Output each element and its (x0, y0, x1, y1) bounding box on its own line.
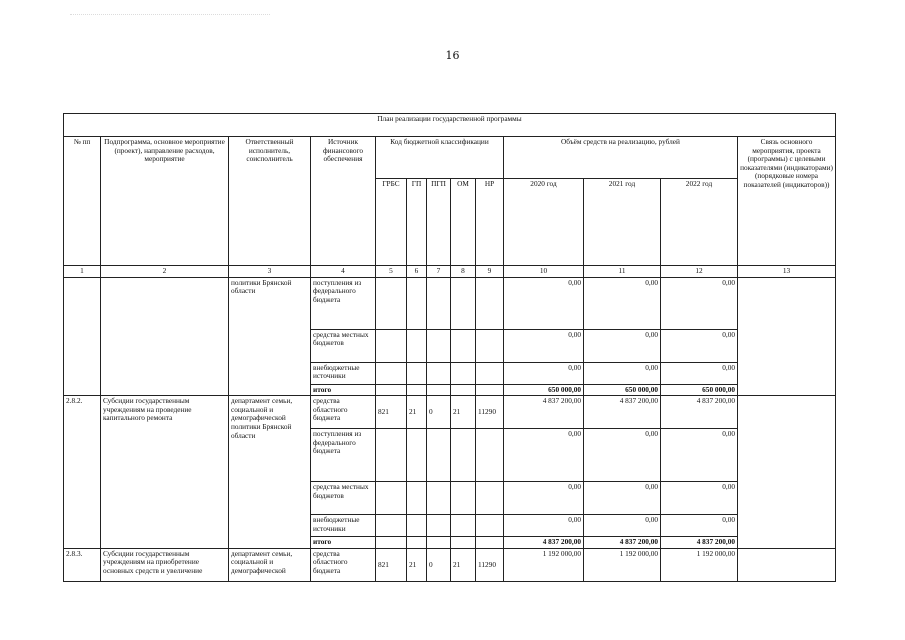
cell-2022: 4 837 200,00 (661, 396, 738, 429)
cell-2021: 0,00 (584, 329, 661, 362)
cell-np: 11290 (476, 396, 504, 429)
cell-source-total: итого (311, 537, 376, 549)
table-row (64, 396, 836, 429)
header-source: Источник финансового обеспечения (311, 137, 376, 266)
cell-name: Субсидии государственным учреждениям на проведение капитального ремонта (101, 396, 229, 549)
header-volume: Объём средств на реализацию, рублей (504, 137, 738, 179)
cell-pgp: 0 (427, 396, 451, 429)
col-number: 9 (476, 266, 504, 278)
header-num: № пп (64, 137, 101, 266)
table-row (64, 277, 836, 329)
cell-pgp: 0 (427, 548, 451, 581)
cell-2021: 0,00 (584, 362, 661, 384)
cell-gp: 21 (407, 396, 427, 429)
cell-source: средства местных бюджетов (311, 329, 376, 362)
cell-om: 21 (451, 548, 476, 581)
cell-link (738, 548, 836, 581)
col-number: 3 (229, 266, 311, 278)
cell-2020: 0,00 (504, 515, 584, 537)
cell-name (101, 277, 229, 396)
cell-responsible: департамент семьи, социальной и демографической (229, 548, 311, 581)
cell-2022: 0,00 (661, 277, 738, 329)
cell-2021: 0,00 (584, 482, 661, 515)
cell-grbs: 821 (376, 396, 407, 429)
cell-2022: 0,00 (661, 482, 738, 515)
cell-2021: 4 837 200,00 (584, 537, 661, 549)
cell-2022: 0,00 (661, 329, 738, 362)
cell-2021: 0,00 (584, 277, 661, 329)
cell-2022: 1 192 000,00 (661, 548, 738, 581)
col-number: 5 (376, 266, 407, 278)
header-name: Подпрограмма, основное мероприятие (проект), направление расходов, мероприятие (101, 137, 229, 266)
header-2021: 2021 год (584, 179, 661, 266)
col-number: 2 (101, 266, 229, 278)
cell-gp: 21 (407, 548, 427, 581)
header-budget-code: Код бюджетной классификации (376, 137, 504, 179)
plan-table (63, 113, 836, 582)
col-number: 4 (311, 266, 376, 278)
cell-source: средства областного бюджета (311, 396, 376, 429)
header-responsible: Ответственный исполнитель, соисполнитель (229, 137, 311, 266)
header-pgp: ПГП (427, 179, 451, 266)
header-om: ОМ (451, 179, 476, 266)
cell-2022: 0,00 (661, 515, 738, 537)
col-number: 10 (504, 266, 584, 278)
col-number: 1 (64, 266, 101, 278)
cell-name: Субсидии государственным учреждениям на приобретение основных средств и увеличение (101, 548, 229, 581)
cell-2020: 1 192 000,00 (504, 548, 584, 581)
cell-link (738, 277, 836, 396)
cell-2021: 650 000,00 (584, 384, 661, 396)
cell-2020: 4 837 200,00 (504, 537, 584, 549)
col-number: 7 (427, 266, 451, 278)
cell-source: средства местных бюджетов (311, 482, 376, 515)
col-number: 11 (584, 266, 661, 278)
table-title: План реализации государственной программы (64, 114, 836, 137)
cell-2021: 0,00 (584, 515, 661, 537)
header-np: НР (476, 179, 504, 266)
col-number: 8 (451, 266, 476, 278)
cell-2022: 650 000,00 (661, 384, 738, 396)
cell-np: 11290 (476, 548, 504, 581)
cell-2020: 0,00 (504, 429, 584, 482)
cell-source: поступления из федерального бюджета (311, 277, 376, 329)
cell-responsible: политики Брянской области (229, 277, 311, 396)
cell-2020: 0,00 (504, 277, 584, 329)
cell-source: внебюджетные источники (311, 515, 376, 537)
cell-2022: 0,00 (661, 429, 738, 482)
cell-2021: 4 837 200,00 (584, 396, 661, 429)
cell-2020: 0,00 (504, 482, 584, 515)
header-2022: 2022 год (661, 179, 738, 266)
cell-source-total: итого (311, 384, 376, 396)
cell-2020: 0,00 (504, 329, 584, 362)
cell-2021: 1 192 000,00 (584, 548, 661, 581)
page-number: 16 (445, 49, 460, 62)
cell-2020: 0,00 (504, 362, 584, 384)
cell-2022: 0,00 (661, 362, 738, 384)
cell-2020: 650 000,00 (504, 384, 584, 396)
cell-source: средства областного бюджета (311, 548, 376, 581)
col-number: 12 (661, 266, 738, 278)
col-number: 13 (738, 266, 836, 278)
cell-2022: 4 837 200,00 (661, 537, 738, 549)
cell-num: 2.8.3. (64, 548, 101, 581)
header-2020: 2020 год (504, 179, 584, 266)
cell-num: 2.8.2. (64, 396, 101, 549)
cell-om: 21 (451, 396, 476, 429)
cell-2020: 4 837 200,00 (504, 396, 584, 429)
header-grbs: ГРБС (376, 179, 407, 266)
table-row (64, 548, 836, 581)
cell-grbs: 821 (376, 548, 407, 581)
cell-2021: 0,00 (584, 429, 661, 482)
cell-responsible: департамент семьи, социальной и демографической политики Брянской области (229, 396, 311, 549)
col-number: 6 (407, 266, 427, 278)
header-link: Связь основного мероприятия, проекта (программы) с целевыми показателями (индикаторами) (порядковые номера показателей (индикаторов)) (738, 137, 836, 266)
cell-link (738, 396, 836, 549)
scan-artifact (70, 14, 270, 21)
cell-num (64, 277, 101, 396)
cell-source: внебюджетные источники (311, 362, 376, 384)
cell-source: поступления из федерального бюджета (311, 429, 376, 482)
header-gp: ГП (407, 179, 427, 266)
